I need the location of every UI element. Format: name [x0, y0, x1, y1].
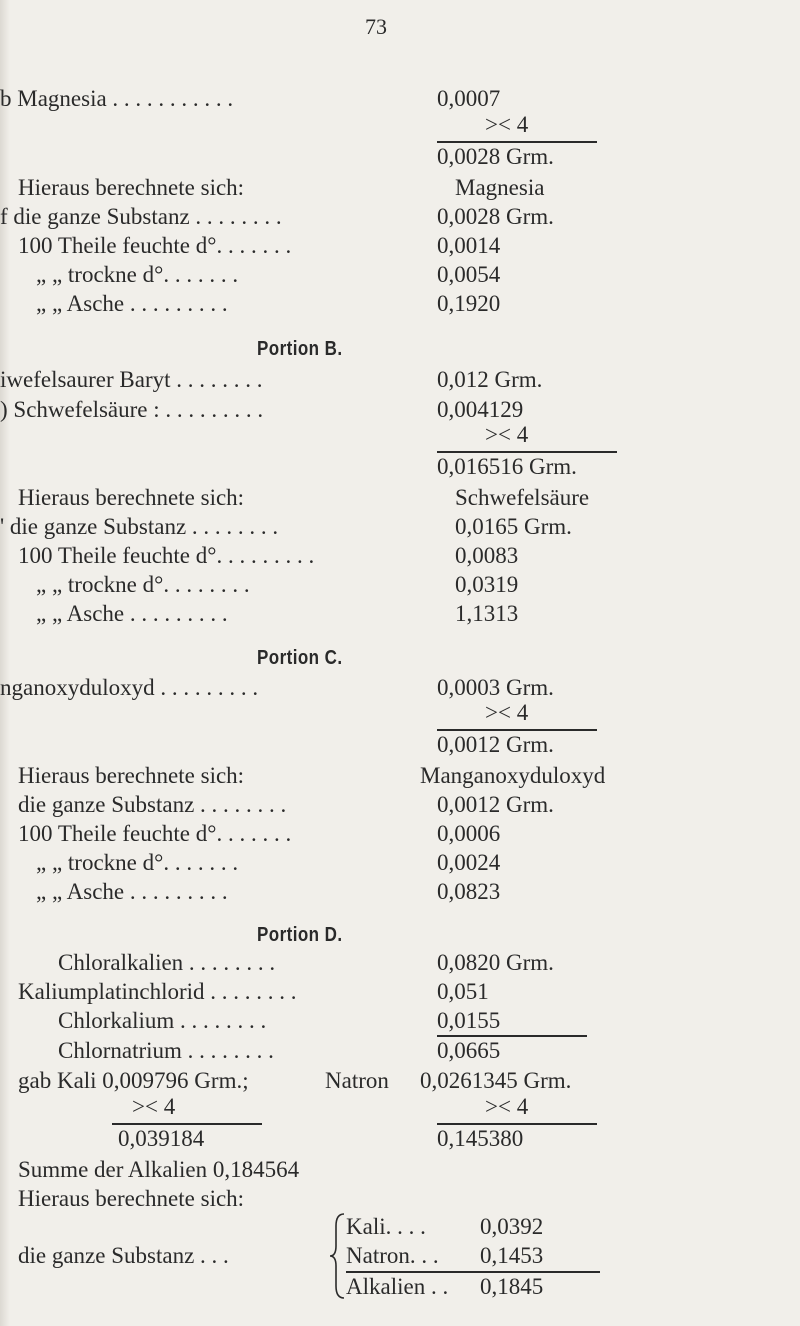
final-value-kali: 0,0392 — [480, 1214, 544, 1239]
row-label: die ganze Substanz . . . . . . . . — [18, 792, 287, 817]
final-label-natron: Natron. . . — [346, 1243, 439, 1268]
row-value: 0,0165 Grm. — [455, 514, 572, 539]
magnesia-label: b Magnesia . . . . . . . . . . . — [0, 86, 234, 111]
section-heading: Portion B. — [257, 338, 343, 360]
row-value: 0,0028 Grm. — [437, 204, 554, 229]
row-label: Chloralkalien . . . . . . . . — [58, 950, 276, 975]
row-label: 100 Theile feuchte d°. . . . . . . — [18, 821, 292, 846]
row-value: 0,0823 — [437, 879, 501, 904]
row-value: 0,0820 Grm. — [437, 950, 554, 975]
intro-text: Hieraus berechnete sich: — [18, 175, 245, 200]
final-label-alkalien: Alkalien . . — [346, 1274, 449, 1299]
natron-value: 0,0261345 Grm. — [420, 1068, 572, 1093]
result-right: 0,145380 — [437, 1126, 524, 1151]
row-value: 0,0006 — [437, 821, 501, 846]
intro-text: Hieraus berechnete sich: — [18, 485, 245, 510]
final-value-natron: 0,1453 — [480, 1243, 544, 1268]
baryt-value: 0,012 Grm. — [437, 367, 543, 392]
kali-line: gab Kali 0,009796 Grm.; — [18, 1068, 249, 1093]
column-heading: Magnesia — [455, 175, 545, 200]
mangan-result: 0,0012 Grm. — [437, 732, 554, 757]
row-value: 0,0014 — [437, 233, 501, 258]
magnesia-value: 0,0007 — [437, 86, 501, 111]
row-label: „ „ Asche . . . . . . . . . — [36, 601, 228, 626]
summe-line: Summe der Alkalien 0,184564 — [18, 1157, 300, 1182]
row-label: 100 Theile feuchte d°. . . . . . . — [18, 233, 292, 258]
row-label: „ „ Asche . . . . . . . . . — [36, 291, 228, 316]
row-label: ' die ganze Substanz . . . . . . . . — [0, 514, 279, 539]
row-value: 1,1313 — [455, 601, 519, 626]
row-label: „ „ trockne d°. . . . . . . . — [36, 572, 250, 597]
row-label: Chlornatrium . . . . . . . . — [58, 1038, 274, 1063]
schwefel-label: ) Schwefelsäure : . . . . . . . . . — [0, 397, 264, 422]
row-label: „ „ trockne d°. . . . . . . — [36, 262, 239, 287]
mangan-value: 0,0003 Grm. — [437, 675, 554, 700]
mangan-label: nganoxyduloxyd . . . . . . . . . — [0, 675, 259, 700]
intro-text: Hieraus berechnete sich: — [18, 1186, 245, 1211]
magnesia-result: 0,0028 Grm. — [437, 144, 554, 169]
ganze-substanz: die ganze Substanz . . . — [18, 1243, 229, 1268]
row-label: „ „ Asche . . . . . . . . . — [36, 879, 228, 904]
row-value: 0,0319 — [455, 572, 519, 597]
row-value: 0,0024 — [437, 850, 501, 875]
row-value: 0,051 — [437, 979, 489, 1004]
sum-rule — [437, 1123, 597, 1125]
curly-brace — [328, 1212, 348, 1300]
section-heading: Portion C. — [257, 647, 343, 669]
row-value: 0,0083 — [455, 543, 519, 568]
final-label-kali: Kali. . . . — [346, 1214, 426, 1239]
sum-rule — [437, 729, 597, 731]
sum-rule — [437, 451, 617, 453]
section-heading: Portion D. — [257, 924, 343, 946]
page-number: 73 — [365, 14, 387, 39]
multiplier-right: >< 4 — [485, 1094, 529, 1119]
multiplier: >< 4 — [485, 422, 529, 447]
column-heading: Manganoxyduloxyd — [420, 763, 606, 788]
sum-rule — [112, 1123, 262, 1125]
column-heading: Schwefelsäure — [455, 485, 590, 510]
sum-rule — [437, 141, 597, 143]
row-label: f die ganze Substanz . . . . . . . . — [0, 204, 282, 229]
row-value: 0,0054 — [437, 262, 501, 287]
row-label: Kaliumplatinchlorid . . . . . . . . — [18, 979, 297, 1004]
row-value: 0,1920 — [437, 291, 501, 316]
multiplier-left: >< 4 — [132, 1094, 176, 1119]
row-value: 0,0155 — [437, 1008, 501, 1033]
sum-rule — [346, 1271, 600, 1273]
final-value-alkalien: 0,1845 — [480, 1274, 544, 1299]
page-gutter-shadow — [0, 0, 10, 1326]
row-label: „ „ trockne d°. . . . . . . — [36, 850, 239, 875]
row-label: 100 Theile feuchte d°. . . . . . . . . — [18, 543, 315, 568]
multiplier: >< 4 — [485, 700, 529, 725]
result-left: 0,039184 — [118, 1126, 205, 1151]
intro-text: Hieraus berechnete sich: — [18, 763, 245, 788]
row-value: 0,0012 Grm. — [437, 792, 554, 817]
schwefel-result: 0,016516 Grm. — [437, 454, 577, 479]
row-value: 0,0665 — [437, 1038, 501, 1063]
row-label: Chlorkalium . . . . . . . . — [58, 1008, 267, 1033]
sum-rule — [437, 1035, 587, 1037]
natron-label: Natron — [325, 1068, 389, 1093]
schwefel-value: 0,004129 — [437, 397, 524, 422]
multiplier: >< 4 — [485, 112, 529, 137]
baryt-label: iwefelsaurer Baryt . . . . . . . . — [0, 367, 263, 392]
